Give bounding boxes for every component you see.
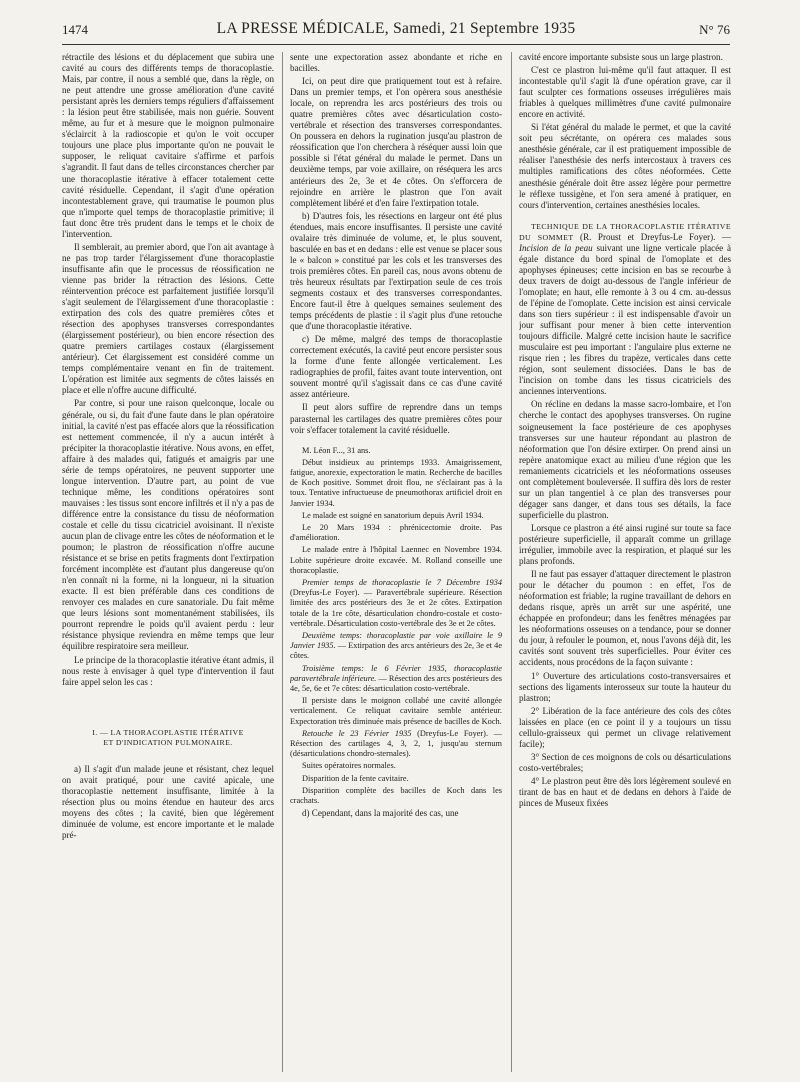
list-item: 2° Libération de la face antérieure des cols des côtes laissées en place (en ce point il y a toujours un tissu cellulo-graisseux qui permet un clivage relativement facile); — [519, 705, 731, 749]
paragraph: Il semblerait, au premier abord, que l'on ait avantage à ne pas trop tarder l'élargissement d'une thoracoplastie insuffisante afin que le processus de réossification ne vienne pas brider la rétraction des lésions. Cette réintervention précoce est parfaitement justifiée lorsqu'il s'agit seulement de l'élargissement d'une thoracoplastie : extirpation des cols des quatre premières côtes et résection des apophyses transverses correspondantes (élargissement postérieur), ou bien encore résection des quatre premiers cartilages costaux (élargissement antérieur). Cet élargissement est considéré comme un temps complémentaire venant en fin de traitement. L'opération est limitée aux segments de côtes laissés en place et elle n'offre aucune difficulté. — [62, 241, 274, 396]
case-line — [290, 578, 502, 629]
case-text: — Extirpation des arcs antérieurs des 2e, 3e et 4e côtes. — [290, 641, 502, 661]
case-line: Début insidieux au printemps 1933. Amaigrissement, fatigue, anorexie, expectoration le matin. Recherche de bacilles de Koch positive. Sommet droit flou, ne s'éclairant pas à la toux. Tentative infructueuse de pneumothorax artificiel droit en Janvier 1934. — [290, 457, 502, 508]
case-line: Disparition complète des bacilles de Koch dans les crachats. — [290, 785, 502, 806]
section-heading-line: ET D'INDICATION PULMONAIRE. — [103, 737, 233, 747]
case-italic: Premier temps de thoracoplastie le 7 Décembre 1934 — [302, 578, 502, 588]
technique-subheading: Incision de la peau — [519, 242, 593, 253]
page-number: 1474 — [62, 22, 88, 37]
list-item: 3° Section de ces moignons de cols ou désarticulations costo-vertébrales; — [519, 751, 731, 773]
case-line: Suites opératoires normales. — [302, 761, 396, 771]
case-line: Le malade entre à l'hôpital Laennec en Novembre 1934. Lobite supérieure droite excavée. M. Rolland conseille une thoracoplastie. — [290, 545, 502, 575]
case-line: Disparition de la fente cavitaire. — [302, 773, 409, 783]
paragraph: Il peut alors suffire de reprendre dans un temps parasternal les cartilages des quatre premières côtes pour voir s'effacer totalement la cavité résiduelle. — [290, 402, 502, 435]
case-line: Il persiste dans le moignon collabé une cavité allongée verticalement. Ce reliquat cavitaire semble antérieur. Expectoration très diminuée mais présence de bacilles de Koch. — [290, 696, 502, 726]
case-italic: Troisième temps: le 6 Février 1935, thoracoplastie paravertébrale inférieure. — [290, 663, 502, 683]
journal-title: LA PRESSE MÉDICALE, Samedi, 21 Septembre 1935 — [216, 20, 576, 37]
paragraph: b) D'autres fois, les résections en largeur ont été plus étendues, mais encore insuffisantes. Il persiste une cavité ovalaire très diminuée de volume, et, le plus souvent, basculée en bas et en dedans : elle est venue se placer sous le « balcon » constitué par les cols et les transverses des trois premières côtes. En pareil cas, nous avons obtenu de très heureux résultats par l'extirpation seule de ces trois segments costaux et des transverses correspondantes. Encore faut-il être à quelques semaines seulement des temps précédents de plastie : il s'agit plus d'une retouche que d'une thoracoplastie itérative. — [290, 210, 502, 332]
page-header — [62, 20, 730, 45]
paragraph: rétractile des lésions et du déplacement que subira une cavité au cours des différents temps de thoracoplastie. Mais, par contre, il nous a semblé que, dans la règle, on ne peut attendre une grosse amélioration d'une cavité persistant après les derniers temps réguliers d'affaissement : la lésion peut être stabilisée, mais non guérie. Souvent même, au fur et à mesure que le moignon pulmonaire s'éclaircit à la radioscopie et qu'on le voit occuper toujours une place plus importante qu'on ne pouvait le supposer, le reliquat cavitaire s'affirme et parfois s'agrandit. Il faut dans de telles circonstances chercher par une thoracoplastie itérative à effacer totalement cette cavité résiduelle. Cependant, il s'agit d'une opération incontestablement grave, qui traumatise le poumon plus que n'importe quel temps de thoracoplastie primitive; il faut donc être très prudent dans le temps et le choix de l'intervention. — [62, 52, 274, 239]
case-text: (Dreyfus-Le Foyer). — Paravertébrale supérieure. Résection limitée des arcs postérieurs des 3e et 2e côtes. Extirpation totale de la 1re côte, désarticulation chondro-costale et costo-vertébrale. Désarticulation costo-vertébrale des 3e et 2e côtes. — [290, 588, 502, 628]
paragraph: a) Il s'agit d'un malade jeune et résistant, chez lequel on avait pratiqué, pour une cavité apicale, une thoracoplastie nettement insuffisante, limitée à la résection plus ou moins étendue en hauteur des arcs moyens des côtes ; la cavité, bien que légèrement diminuée de volume, est encore importante et le malade pré- — [62, 763, 274, 840]
paragraph: Ici, on peut dire que pratiquement tout est à refaire. Dans un premier temps, et l'on opèrera sous anesthésie locale, on reprendra les arcs postérieurs des trois ou quatre premières côtes avec désarticulation costo-vertébrale et résection des transverses correspondantes. On poussera en dehors la rugination jusqu'au plastron de réossification que l'on cherchera à réséquer aussi loin que possible si l'état général du malade le permet. Dans un deuxième temps, par voie axillaire, on réséquera les arcs antérieurs des 2e, 3e et 4e côtes. On s'efforcera de rejoindre en arrière le plastron que l'on avait complètement libéré et d'en faire l'extirpation totale. — [290, 76, 502, 208]
paragraph: d) Cependant, dans la majorité des cas, une — [302, 808, 459, 819]
case-report — [290, 446, 502, 807]
column-divider — [282, 52, 283, 1072]
paragraph: Le principe de la thoracoplastie itérative étant admis, il nous reste à envisager à quel type d'intervention il faut faire appel selon les cas : — [62, 654, 274, 687]
case-line: M. Léon F..., 31 ans. — [302, 445, 371, 455]
text-column-1 — [62, 52, 274, 1072]
case-italic: Retouche le 23 Février 1935 — [302, 728, 412, 738]
case-text: — Résection des arcs postérieurs des 4e, 5e, 6e et 7e côtes: désarticulation costo-vertébrale. — [290, 673, 502, 694]
case-line — [290, 631, 502, 662]
paragraph: Il ne faut pas essayer d'attaquer directement le plastron pour le détacher du poumon : en effet, l'os de néoformation est friable; la rugine travaillant de dehors en dedans risque, après un arrêt sur une aspérité, une échappée en profondeur; dans les fenêtres ménagées par les néoformations osseuses on a tendance, pour se donner du jour, à refouler le poumon, et, nous l'avons déjà dit, les cavités sont souvent très superficielles. Pour éviter ces accidents, nous procédons de la façon suivante : — [519, 569, 731, 668]
section-heading — [62, 728, 274, 748]
text-column-3 — [519, 52, 731, 1072]
list-item: 1° Ouverture des articulations costo-transversaires et sections des ligaments interosseux sur toute la hauteur du plastron; — [519, 670, 731, 703]
case-text: (Dreyfus-Le Foyer). — Résection des cartilages 4, 3, 2, 1, jusqu'au sternum (désarticulations chondro-sternales). — [290, 728, 502, 759]
list-item: 4° Le plastron peut être dès lors légèrement soulevé en tirant de bas en haut et de dedans en dehors à l'aide de pinces de Museux fixées — [519, 775, 731, 809]
technique-authors: (R. Proust et Dreyfus-Le Foyer). — — [573, 231, 731, 242]
case-line — [290, 729, 502, 760]
technique-text: suivant une ligne verticale placée à égale distance du bord spinal de l'omoplate et des apophyses épineuses; cette incision en bas se recourbe à deux travers de doigt au-dessous de l'angle inférieur de l'omoplate; en haut, elle remonte à 3 ou 4 cm. au-dessus de l'épine de l'omoplate. Cette incision est ainsi cervicale dans son tiers supérieur : il est indispensable d'avoir un jour suffisant pour mener à bien cette intervention toujours difficile. Malgré cette incision haute le sacrifice musculaire est peu important : l'angulaire plus externe ne risque rien ; les fibres du trapèze, verticales dans cette région, sont seulement dissociées. Dans le bas de l'incision on tombe dans les tissus cicatriciels des anciennes interventions. — [519, 242, 731, 397]
issue-number: N° 76 — [699, 22, 730, 37]
paragraph: Par contre, si pour une raison quelconque, locale ou générale, ou si, du fait d'une faute dans le plan opératoire initial, la cavité n'est pas effacée alors que la réossification est nettement commencée, il n'y a aucun intérêt à précipiter la thoracoplastie itérative. Nous avons, en effet, affaire à des malades qui, fatigués et amaigris par une série de temps opératoires, ne peuvent supporter une longue intervention. D'autre part, au point de vue technique même, les conditions opératoires sont mauvaises : les tissus sont encore infiltrés et il n'y a pas de différence entre la consistance du tissu de néoformation costale et celle du tissu cicatriciel avoisinant. Il n'existe aucun plan de clivage entre les côtes de néoformation et le poumon; le plastron de réossification n'offre aucune résistance et se brise en petits fragments dont l'extirpation forcément incomplète est d'autant plus dangereuse qu'on n'en connaît ni la forme, ni la longueur, ni la situation exacte. Il est bien préférable dans ces conditions de renvoyer ces malades en cure sanatoriale. Du fait même que leurs lésions sont momentanément stabilisées, ils pourront reprendre le poids qu'il avaient perdu : leur résistance physique reviendra en même temps que leur équilibre respiratoire sera meilleur. — [62, 398, 274, 652]
paragraph: c) De même, malgré des temps de thoracoplastie correctement exécutés, la cavité peut encore persister sous la forme d'une fente allongée verticalement. Les radiographies de profil, faites avant toute intervention, ont souvent montré qu'il s'agissait dans ce cas d'une cavité assez antérieure. — [290, 334, 502, 400]
case-italic: Deuxième temps: thoracoplastie par voie axillaire le 9 Janvier 1935. — [290, 631, 502, 651]
case-line: Le malade est soigné en sanatorium depuis Avril 1934. — [302, 510, 484, 520]
case-line: Le 20 Mars 1934 : phrénicectomie droite. Pas d'amélioration. — [290, 523, 502, 543]
paragraph: C'est ce plastron lui-même qu'il faut attaquer. Il est incontestable qu'il s'agit là d'une opération grave, car il faut sculpter ces formations osseuses irrégulières mais friables à quelques millimètres d'une cavité pulmonaire encore en activité. — [519, 65, 731, 120]
technique-heading: TECHNIQUE DE LA THORACOPLASTIE ITÉRATIVE DU SOMMET — [519, 221, 731, 242]
paragraph: On récline en dedans la masse sacro-lombaire, et l'on cherche le contact des apophyses transverses. On rugine soigneusement la face postérieure de ces apophyses transverses sur une hauteur répondant au plastron de néoformation que l'on désire extirper. On prend ainsi un repère anatomique exact au milieu d'une région que les remaniements cicatriciels et les néoformations osseuses ont complètement bouleversée. Il suffira dès lors de rester sur un plan tangentiel à ce plan des transverses pour dégager sans danger, et dans tous ses détails, la face superficielle du plastron. — [519, 399, 731, 520]
paragraph: sente une expectoration assez abondante et riche en bacilles. — [290, 52, 502, 74]
section-heading-line: I. — LA THORACOPLASTIE ITÉRATIVE — [92, 727, 244, 737]
text-column-2 — [290, 52, 502, 1072]
paragraph: cavité encore importante subsiste sous un large plastron. — [519, 52, 723, 62]
paragraph: Si l'état général du malade le permet, et que la cavité soit peu sécrétante, on opérera ces malades sous anesthésie générale, car il est pratiquement impossible de réaliser l'anesthésie des nerfs intercostaux à travers ces multiples ramifications des côtes néoformées. Cette anesthésie générale doit être assez légère pour permettre le réflexe tussigène, et l'on sera amené à pratiquer, en cours d'intervention, certaines anesthésies locales. — [519, 122, 731, 210]
column-divider — [511, 52, 512, 1072]
case-line — [290, 664, 502, 695]
paragraph: Lorsque ce plastron a été ainsi ruginé sur toute sa face postérieure superficielle, il apparaît comme un grillage irrégulier, immobile avec la respiration, et plaqué sur les plans profonds. — [519, 522, 731, 567]
technique-paragraph — [519, 221, 731, 398]
